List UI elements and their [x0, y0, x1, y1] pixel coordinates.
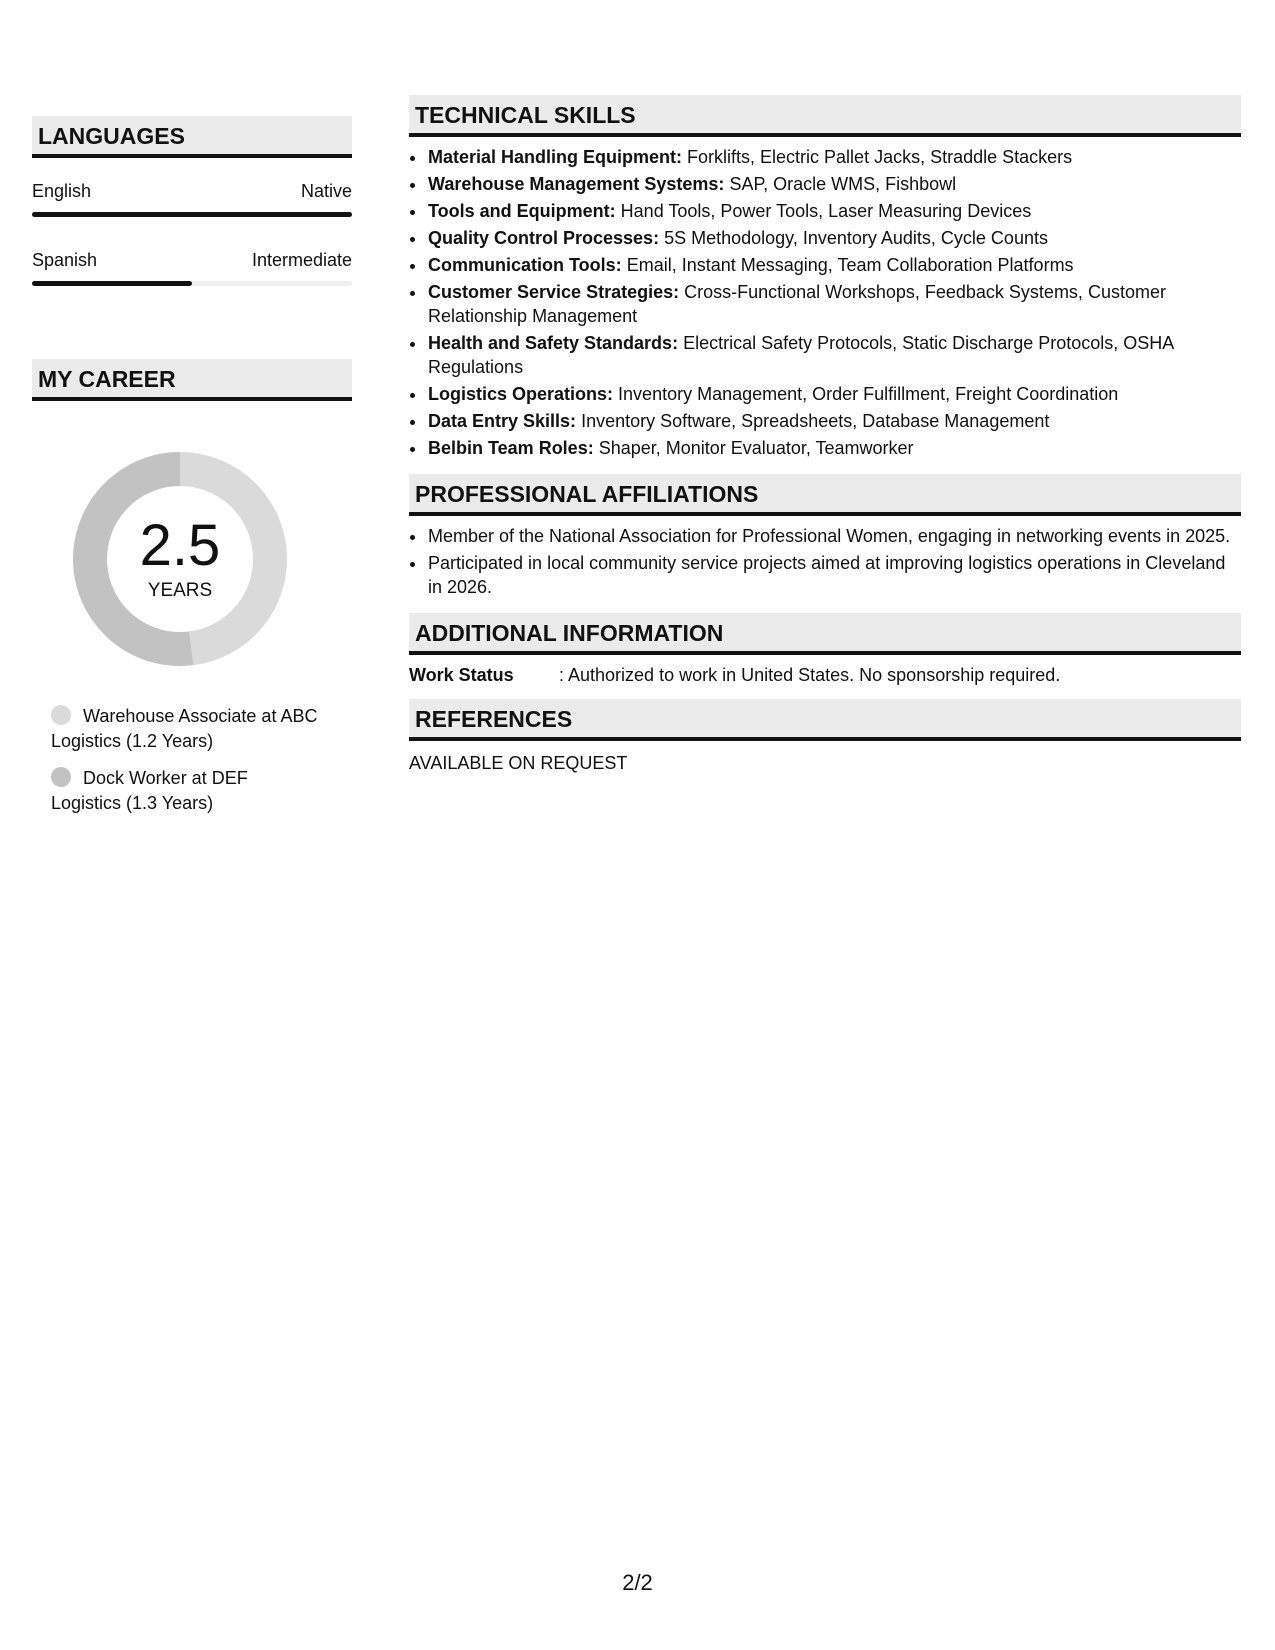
- additional-info-heading: ADDITIONAL INFORMATION: [409, 613, 1241, 655]
- language-name: English: [32, 181, 92, 201]
- affiliations-heading: PROFESSIONAL AFFILIATIONS: [409, 474, 1241, 516]
- main-content: [409, 95, 1241, 775]
- affiliations-list: [409, 524, 1241, 599]
- technical-skill-label: Warehouse Management Systems:: [428, 174, 725, 194]
- technical-skill-item: [427, 382, 1241, 406]
- career-heading: MY CAREER: [32, 359, 352, 401]
- technical-skill-item: [427, 226, 1241, 250]
- technical-skills-list: [409, 145, 1241, 460]
- technical-skill-label: Tools and Equipment:: [428, 201, 616, 221]
- page-number: 2/2: [622, 1570, 653, 1595]
- technical-skill-label: Customer Service Strategies:: [428, 282, 680, 302]
- career-legend-item: [51, 704, 321, 754]
- technical-skill-item: [427, 280, 1241, 328]
- technical-skill-text: 5S Methodology, Inventory Audits, Cycle Counts: [664, 228, 1048, 248]
- affiliation-item: • Member of the National Association for Professional Women, engaging in networking events in 2025.: [427, 524, 1241, 548]
- references-heading: REFERENCES: [409, 699, 1241, 741]
- legend-dot-icon: [51, 705, 71, 725]
- technical-skill-item: [427, 145, 1241, 169]
- technical-skill-text: Shaper, Monitor Evaluator, Teamworker: [598, 438, 914, 458]
- language-proficiency-fill: [32, 281, 192, 286]
- work-status-value: : Authorized to work in United States. No sponsorship required.: [559, 665, 1061, 685]
- language-proficiency-fill: [32, 212, 352, 217]
- work-status-row: [409, 663, 1241, 687]
- technical-skill-text: Inventory Management, Order Fulfillment, Freight Coordination: [618, 384, 1119, 404]
- language-item-spanish: [32, 249, 352, 286]
- career-total-value: 2.5: [139, 513, 221, 578]
- language-level: Native: [300, 181, 352, 201]
- technical-skill-text: Email, Instant Messaging, Team Collaboration Platforms: [626, 255, 1074, 275]
- technical-skill-label: Material Handling Equipment:: [428, 147, 683, 167]
- affiliation-item: • Participated in local community service projects aimed at improving logistics operations in Cleveland in 2026.: [427, 551, 1241, 599]
- technical-skill-text: SAP, Oracle WMS, Fishbowl: [729, 174, 957, 194]
- career-legend-label: Warehouse Associate at ABC Logistics (1.2 Years): [51, 706, 318, 751]
- technical-skill-item: [427, 253, 1241, 277]
- technical-skill-text: Forklifts, Electric Pallet Jacks, Straddle Stackers: [687, 147, 1073, 167]
- technical-skill-text: Hand Tools, Power Tools, Laser Measuring Devices: [620, 201, 1032, 221]
- technical-skill-text: Cross-Functional Workshops, Feedback Systems, Customer Relationship Management: [428, 282, 1166, 326]
- references-text: AVAILABLE ON REQUEST: [409, 753, 628, 773]
- technical-skill-item: [427, 409, 1241, 433]
- languages-heading: LANGUAGES: [32, 116, 352, 158]
- language-proficiency-bar: [32, 281, 352, 286]
- technical-skill-label: Logistics Operations:: [428, 384, 614, 404]
- language-name: Spanish: [32, 250, 98, 270]
- technical-skill-text: Electrical Safety Protocols, Static Discharge Protocols, OSHA Regulations: [428, 333, 1174, 377]
- career-legend-item: [51, 766, 321, 816]
- work-status-label: Work Status: [409, 665, 514, 685]
- legend-dot-icon: [51, 767, 71, 787]
- technical-skill-text: Inventory Software, Spreadsheets, Database Management: [581, 411, 1050, 431]
- career-legend-label: Dock Worker at DEF Logistics (1.3 Years): [51, 768, 248, 813]
- technical-skill-label: Communication Tools:: [428, 255, 622, 275]
- career-legend: [51, 704, 321, 816]
- technical-skills-heading: TECHNICAL SKILLS: [409, 95, 1241, 137]
- technical-skill-item: [427, 172, 1241, 196]
- technical-skill-label: Data Entry Skills:: [428, 411, 577, 431]
- technical-skill-item: [427, 199, 1241, 223]
- technical-skill-label: Health and Safety Standards:: [428, 333, 679, 353]
- language-level: Intermediate: [251, 250, 352, 270]
- language-proficiency-bar: [32, 212, 352, 217]
- technical-skill-item: [427, 436, 1241, 460]
- career-total-unit: YEARS: [147, 580, 213, 601]
- technical-skill-label: Quality Control Processes:: [428, 228, 660, 248]
- technical-skill-item: [427, 331, 1241, 379]
- technical-skill-label: Belbin Team Roles:: [428, 438, 594, 458]
- language-item-english: [32, 180, 352, 217]
- sidebar: [32, 116, 352, 828]
- career-donut-chart: [65, 444, 295, 674]
- donut-center: [65, 513, 295, 602]
